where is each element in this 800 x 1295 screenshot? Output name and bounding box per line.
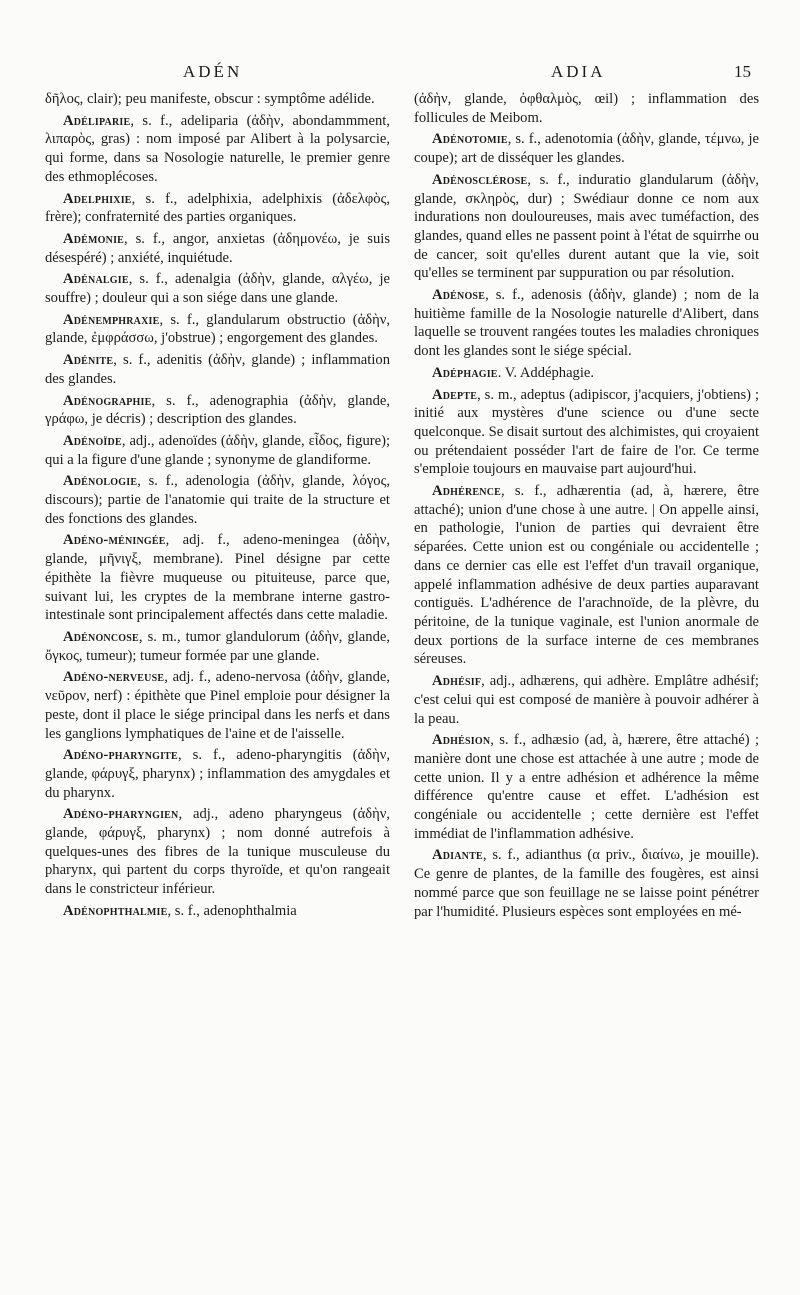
dictionary-entry: Adhésion, s. f., adhæsio (ad, à, hærere, être attaché) ; manière dont une chose est attachée à une autre ; mode de cette union. Il y a entre adhésion et adhérence la même différence qu'entre cause et effet. L'adhésion est congéniale ou accidentelle ; cette dernière est l'effet immédiat de l'inflammation adhésive. — [414, 732, 759, 842]
headword: Adénologie — [63, 473, 138, 490]
headword: Adelphixie — [63, 190, 132, 207]
headword: Adénographie — [63, 392, 152, 409]
dictionary-entry: (ἀδὴν, glande, ὀφθαλμὸς, œil) ; inflammation des follicules de Meibom. — [414, 91, 759, 126]
dictionary-entry: Adénologie, s. f., adenologia (ἀδὴν, glande, λόγος, discours); partie de l'anatomie qui traite de la structure et des fonctions des glandes. — [45, 473, 390, 527]
dictionary-entry: Adéno-pharyngite, s. f., adeno-pharyngitis (ἀδὴν, glande, φάρυγξ, pharynx) ; inflammation des amygdales et du pharynx. — [45, 747, 390, 801]
page-number: 15 — [734, 62, 751, 81]
headword: Adénoncose — [63, 628, 139, 645]
dictionary-entry: Adelphixie, s. f., adelphixia, adelphixis (ἀδελφὸς, frère); confraternité des parties organiques. — [45, 190, 390, 226]
dictionary-entry: Adénalgie, s. f., adenalgia (ἀδὴν, glande, αλγέω, je souffre) ; douleur qui a son siége dans une glande. — [45, 271, 390, 307]
dictionary-entry: Adéno-méningée, adj. f., adeno-meningea (ἀδὴν, glande, μῆνιγξ, membrane). Pinel désigne par cette épithète la fièvre muqueuse ou pituiteuse, parce que, suivant lui, les cryptes de la membrane interne gastro-intestinale sont principalement affectés dans cette maladie. — [45, 532, 390, 624]
headword: Adénosclérose — [432, 171, 528, 188]
headword: Adhésif — [432, 673, 482, 690]
headword: Adéno-pharyngien — [63, 806, 179, 823]
headword: Adéno-nerveuse — [63, 669, 165, 686]
headword: Adepte — [432, 386, 478, 403]
dictionary-entry: Adéno-nerveuse, adj. f., adeno-nervosa (ἀδὴν, glande, νεῦρον, nerf) : épithète que Pinel emploie pour désigner la peste, dont il place le siége principal dans les nerfs et dans les ganglions lymphatiques de l'aine et de l'aisselle. — [45, 669, 390, 742]
headword: Adhésion — [432, 732, 491, 749]
right-column — [414, 90, 759, 924]
dictionary-entry: Adénoïde, adj., adenoïdes (ἀδὴν, glande, εἶδος, figure); qui a la figure d'une glande ; synonyme de glandiforme. — [45, 432, 390, 468]
left-column — [45, 90, 390, 924]
header-right-guideword: ADIA — [551, 62, 606, 81]
headword: Adénemphraxie — [63, 311, 160, 328]
headword: Adéliparie — [63, 112, 131, 129]
dictionary-entry: Adiante, s. f., adianthus (α priv., διαίνω, je mouille). Ce genre de plantes, de la famille des fougères, est ainsi nommé parce que son feuillage ne se laisse point pénétrer par l'humidité. Plusieurs espèces sont employées en mé- — [414, 847, 759, 920]
header-left-guideword: ADÉN — [183, 62, 243, 81]
headword: Adémonie — [63, 230, 125, 247]
dictionary-entry: Adénosclérose, s. f., induratio glandularum (ἀδὴν, glande, σκληρὸς, dur) ; Swédiaur donne ce nom aux indurations non douloureuses, mais avec tuméfaction, des glandes, quand elles ne passent point à l'état de squirrhe ou de cancer, soit qu'elles durent autant que la vie, soit qu'elles se terminent par suppuration ou par résolution. — [414, 171, 759, 282]
dictionary-entry: Adénemphraxie, s. f., glandularum obstructio (ἀδὴν, glande, ἐμφράσσω, j'obstrue) ; engorgement des glandes. — [45, 311, 390, 347]
dictionary-entry: Adénophthalmie, s. f., adenophthalmia — [63, 902, 297, 919]
headword: Adéno-méningée — [63, 532, 166, 549]
dictionary-entry: Adénographie, s. f., adenographia (ἀδὴν, glande, γράφω, je décris) ; description des glandes. — [45, 392, 390, 428]
headword: Adénophthalmie — [63, 902, 168, 919]
headword: Adéno-pharyngite — [63, 747, 178, 764]
dictionary-entry: Adepte, s. m., adeptus (adipiscor, j'acquiers, j'obtiens) ; initié aux mystères d'une science ou d'une secte quelconque. Se disait surtout des alchimistes, qui croyaient ou prétendaient posséder l'art de faire de l'or. Ce terme s'emploie toujours en mauvaise part aujourd'hui. — [414, 386, 759, 478]
headword: Adiante — [432, 847, 483, 864]
headword: Adéphagie — [432, 364, 498, 381]
headword: Adénite — [63, 352, 114, 369]
headword: Adénoïde — [63, 432, 122, 449]
headword: Adénalgie — [63, 271, 129, 288]
dictionary-entry: Adéliparie, s. f., adeliparia (ἀδὴν, abondammment, λιπαρὸς, gras) : nom imposé par Alibert à la polysarcie, qui forme, dans sa Nosologie naturelle, le premier genre des ethmoplécoses. — [45, 112, 390, 185]
dictionary-entry: Adénoncose, s. m., tumor glandulorum (ἀδὴν, glande, ὄγκος, tumeur); tumeur formée par une glande. — [45, 628, 390, 664]
dictionary-entry: Adénite, s. f., adenitis (ἀδὴν, glande) ; inflammation des glandes. — [45, 352, 390, 387]
dictionary-entry: Adhérence, s. f., adhærentia (ad, à, hærere, être attaché); union d'une chose à une autre. | On appelle ainsi, en pathologie, l'union de parties qui devraient être séparées. Cette union est ou congéniale ou accidentelle ; dans ce dernier cas elle est l'effet d'un travail organique, appelé inflammation adhésive de deux parties auparavant contiguës. L'adhérence de l'arachnoïde, de la plèvre, du péritoine, de la tunique vaginale, est l'union anormale de deux portions de la surface interne de ces membranes séreuses. — [414, 483, 759, 668]
headword: Adénotomie — [432, 131, 508, 148]
dictionary-entry: Adhésif, adj., adhærens, qui adhère. Emplâtre adhésif; c'est celui qui est composé de manière à pouvoir adhérer à la peau. — [414, 673, 759, 727]
running-header — [0, 62, 800, 88]
dictionary-entry: Adénotomie, s. f., adenotomia (ἀδὴν, glande, τέμνω, je coupe); art de disséquer les glandes. — [414, 131, 759, 167]
headword: Adénose — [432, 287, 486, 304]
dictionary-entry: Adénose, s. f., adenosis (ἀδὴν, glande) ; nom de la huitième famille de la Nosologie naturelle d'Alibert, dans laquelle se trouvent rangées toutes les maladies chroniques dont les glandes sont le siége spécial. — [414, 287, 759, 360]
dictionary-entry: δῆλος, clair); peu manifeste, obscur : symptôme adélide. — [45, 91, 375, 107]
dictionary-entry: Adéno-pharyngien, adj., adeno pharyngeus (ἀδὴν, glande, φάρυγξ, pharynx) ; nom donné autrefois à quelques-unes des fibres de la tunique musculeuse du pharynx, qui partent du corps thyroïde, et qu'on rangeait dans le constricteur inférieur. — [45, 806, 390, 898]
dictionary-entry: Adéphagie. V. Addéphagie. — [432, 364, 595, 381]
dictionary-entry: Adémonie, s. f., angor, anxietas (ἀδημονέω, je suis désespéré) ; anxiété, inquiétude. — [45, 230, 390, 266]
headword: Adhérence — [432, 483, 502, 500]
